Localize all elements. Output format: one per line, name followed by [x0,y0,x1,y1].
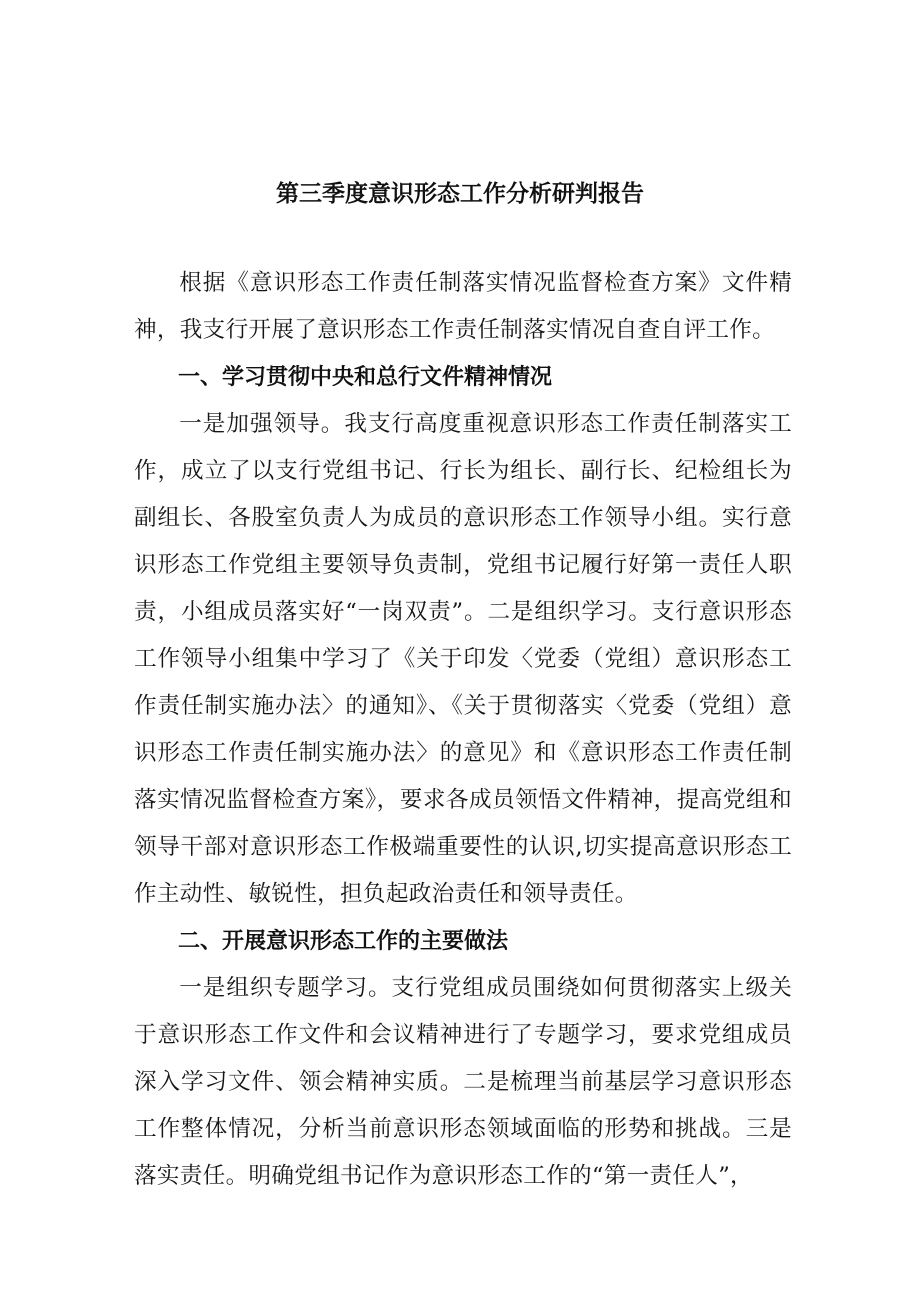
document-body [134,260,792,1200]
section-1-heading: 一、学习贯彻中央和总行文件精神情况 [178,365,553,390]
document-title: 第三季度意识形态工作分析研判报告 [276,181,644,207]
section-2-paragraph: 一是组织专题学习。支行党组成员围绕如何贯彻落实上级关于意识形态工作文件和会议精神进行了专题学习，要求党组成员深入学习文件、领会精神实质。二是梳理当前基层学习意识形态工作整体情况，分析当前意识形态领域面临的形势和挑战。三是落实责任。明确党组书记作为意识形态工作的“第一责任人”， [134,975,792,1189]
section-1-paragraph: 一是加强领导。我支行高度重视意识形态工作责任制落实工作，成立了以支行党组书记、行长为组长、副行长、纪检组长为副组长、各股室负责人为成员的意识形态工作领导小组。实行意识形态工作党组主要领导负责制，党组书记履行好第一责任人职责，小组成员落实好“一岗双责”。二是组织学习。支行意识形态工作领导小组集中学习了《关于印发〈党委（党组）意识形态工作责任制实施办法〉的通知》、《关于贯彻落实〈党委（党组）意识形态工作责任制实施办法〉的意见》和《意识形态工作责任制落实情况监督检查方案》，要求各成员领悟文件精神，提高党组和领导干部对意识形态工作极端重要性的认识,切实提高意识形态工作主动性、敏锐性，担负起政治责任和领导责任。 [134,411,792,907]
section-2-heading: 二、开展意识形态工作的主要做法 [178,929,509,954]
intro-paragraph: 根据《意识形态工作责任制落实情况监督检查方案》文件精神，我支行开展了意识形态工作责任制落实情况自查自评工作。 [134,270,792,343]
